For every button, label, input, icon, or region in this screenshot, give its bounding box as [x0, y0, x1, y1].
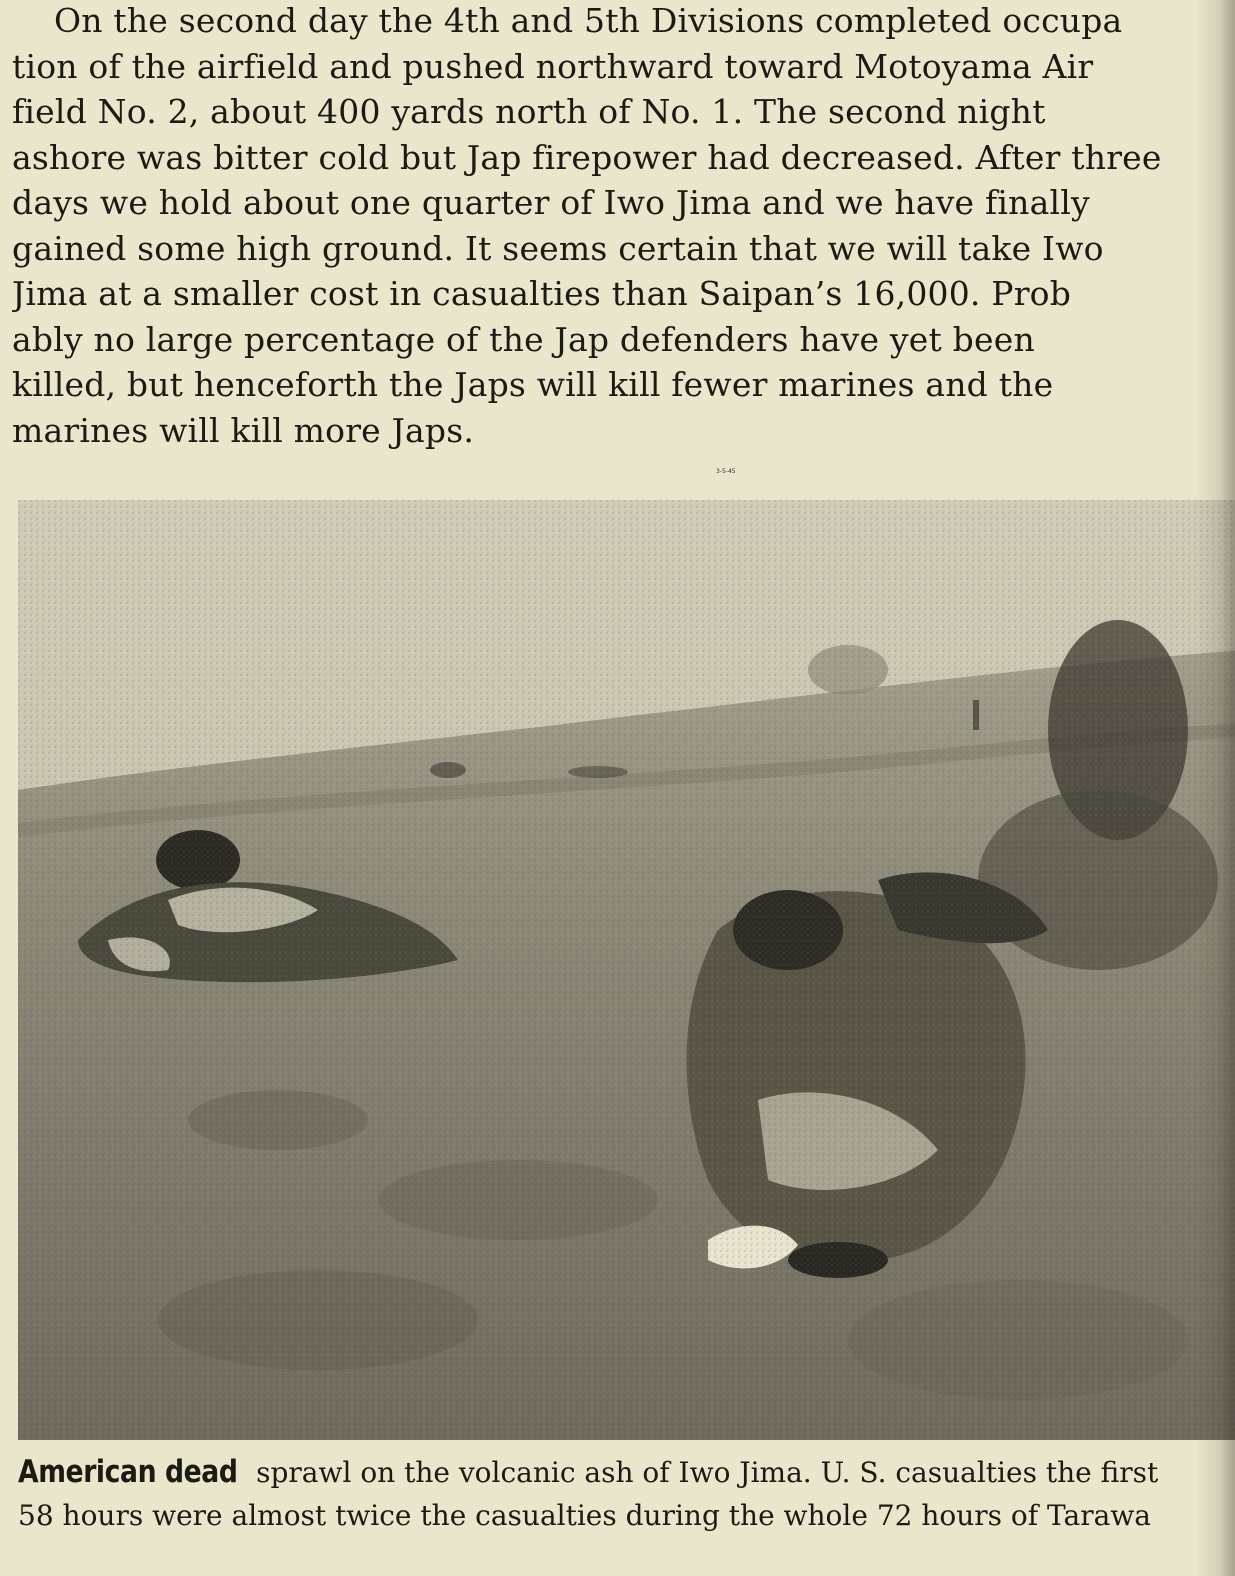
article-line: killed, but henceforth the Japs will kill fewer marines and the: [12, 365, 1054, 404]
article-line: ably no large percentage of the Jap defenders have yet been: [12, 319, 1035, 359]
article-line: On the second day the 4th and 5th Divisions completed occupa: [54, 1, 1123, 40]
article-text: [12, 0, 1235, 453]
article-line: gained some high ground. It seems certain that we will take Iwo: [12, 228, 1104, 268]
caption-lead: American dead: [18, 1454, 238, 1490]
date-stamp: 3-5-45: [716, 468, 736, 475]
article-line: marines will kill more Japs.: [12, 410, 475, 450]
article-line: days we hold about one quarter of Iwo Jima and we have finally: [12, 183, 1090, 222]
photo-illustration: [18, 500, 1235, 1440]
article-line: ashore was bitter cold but Jap firepower had decreased. After three: [12, 137, 1162, 177]
caption-rest: sprawl on the volcanic ash of Iwo Jima. U. S. casualties the first: [247, 1456, 1159, 1489]
photo-caption: [18, 1450, 1235, 1538]
article-line: field No. 2, about 400 yards north of No. 1. The second night: [12, 92, 1046, 131]
caption-line-1: [18, 1450, 1235, 1494]
article-line: Jima at a smaller cost in casualties than Saipan’s 16,000. Prob: [12, 274, 1072, 313]
caption-line-2: 58 hours were almost twice the casualties during the whole 72 hours of Tarawa: [18, 1499, 1151, 1532]
battlefield-photo: [18, 500, 1235, 1440]
article-line: tion of the airfield and pushed northward toward Motoyama Air: [12, 46, 1094, 86]
